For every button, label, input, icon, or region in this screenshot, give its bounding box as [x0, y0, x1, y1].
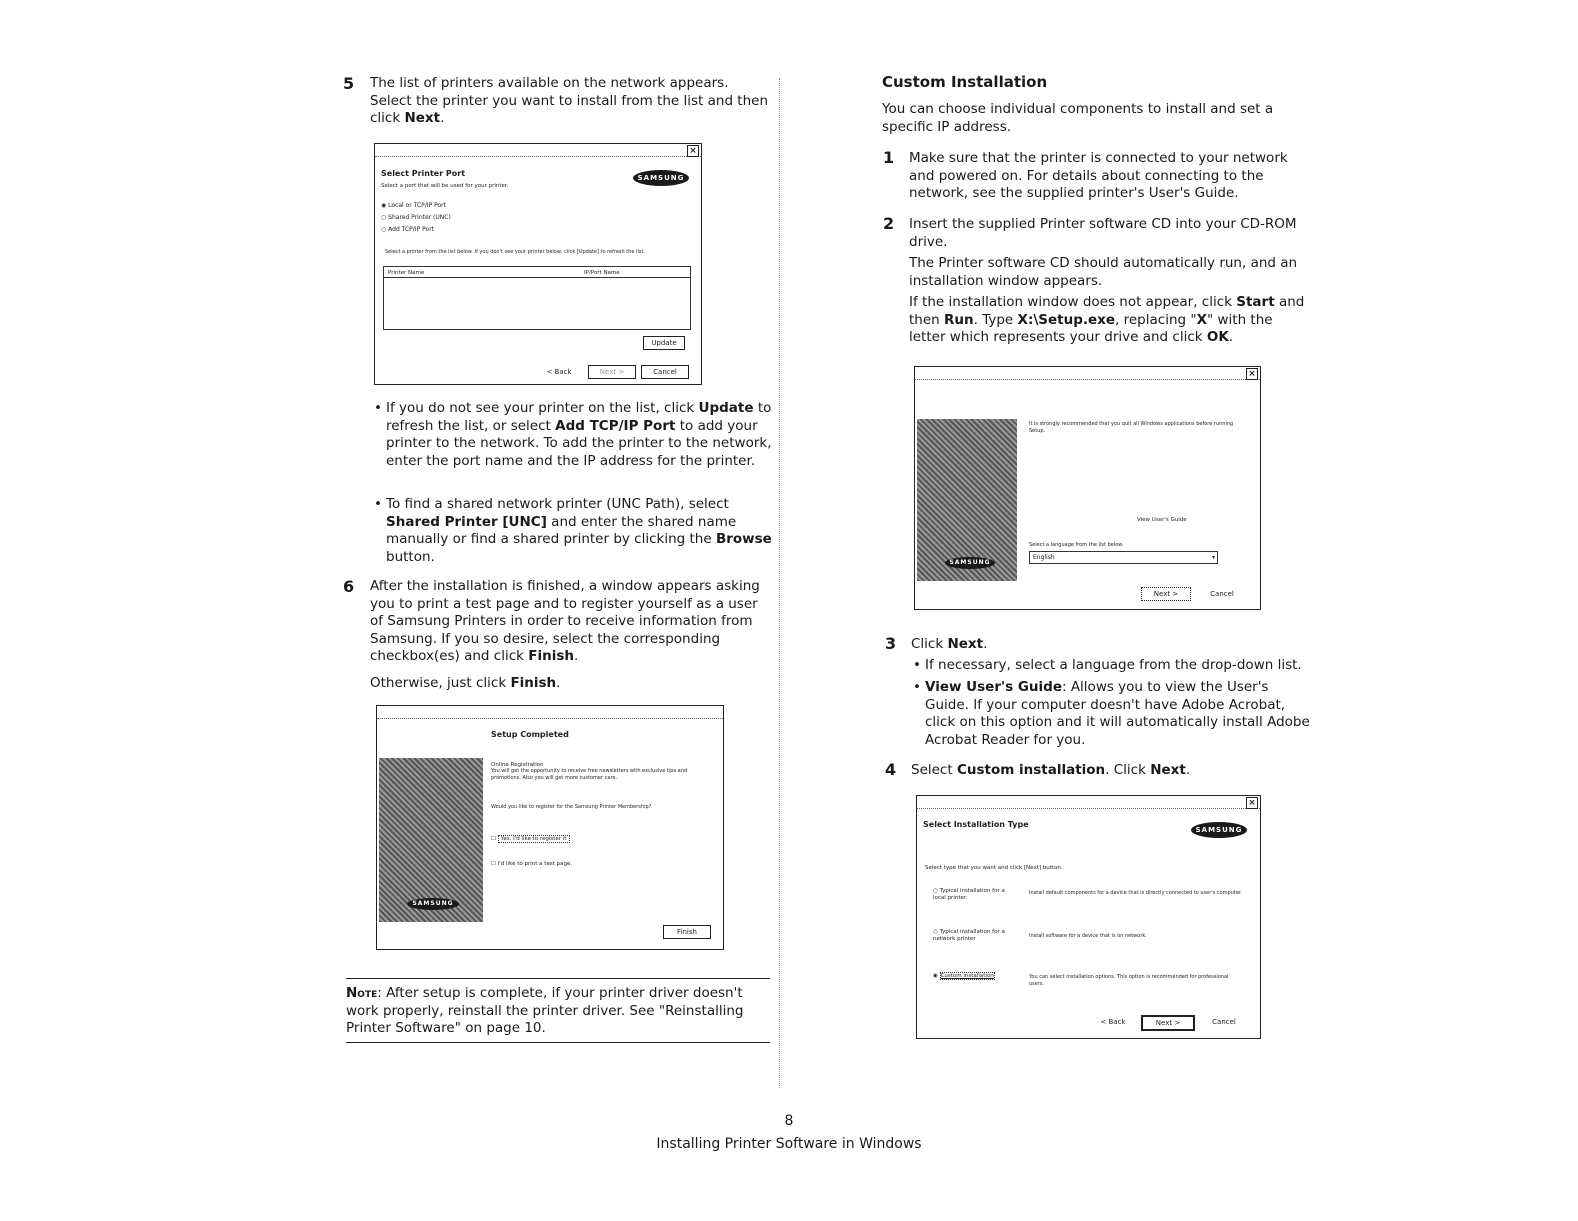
note: Note: After setup is complete, if your printer driver doesn't work properly, reinstall the printer driver. See "Reinstalling Printer Software" on page 10.: [346, 985, 744, 1036]
bullet-language: • If necessary, select a language from the drop-down list.: [911, 657, 1311, 675]
registration-question: Would you like to register for the Samsung Printer Membership?: [491, 804, 652, 810]
typical-local-desc: Install default components for a device that is directly connected to user's computer.: [1029, 890, 1243, 896]
footer-title: Installing Printer Software in Windows: [656, 1136, 922, 1152]
note-top-rule: [346, 978, 770, 979]
section-intro: You can choose individual components to install and set a specific IP address.: [882, 101, 1274, 135]
radio-shared-unc: ○ Shared Printer (UNC): [381, 214, 451, 221]
cancel-button: Cancel: [1197, 587, 1247, 601]
step-5-number: 5: [343, 74, 355, 93]
cancel-button: Cancel: [1198, 1015, 1250, 1029]
checkbox-register: ☐ Yes, I'd like to register it: [491, 834, 570, 844]
step-2-manual: If the installation window does not appear, click Start and then Run. Type X:\Setup.exe, replacing "X" with the letter which represents your drive and click OK.: [909, 294, 1305, 345]
typical-network-desc: Install software for a device that is on network.: [1029, 933, 1147, 939]
installation-type-screenshot: [916, 795, 1261, 1039]
section-heading: Custom Installation: [882, 73, 1048, 91]
col-ip-port-name: IP/Port Name: [584, 270, 620, 276]
language-label: Select a language from the list below.: [1029, 542, 1124, 548]
step-2-number: 2: [883, 214, 895, 233]
dialog-title: Setup Completed: [491, 730, 569, 739]
step-1-text: Make sure that the printer is connected to your network and powered on. For details about connecting to the network, see the supplied printer's User's Guide.: [909, 150, 1288, 201]
close-icon: ×: [1246, 368, 1258, 380]
dialog-hint: Select a printer from the list below. If you don't see your printer below, click [Update] to refresh the list.: [385, 249, 646, 255]
printer-list: [383, 266, 691, 330]
step-2-autorun: The Printer software CD should automatically run, and an installation window appears.: [909, 255, 1298, 289]
quit-apps-text: It is strongly recommended that you quit all Windows applications before running Setup.: [1029, 421, 1234, 434]
step-3-text: Click Next.: [911, 636, 988, 652]
bullet-update: • If you do not see your printer on the list, click Update to refresh the list, or select Add TCP/IP Port to add your printer to the network. To add the printer to the network, enter the port name and the IP address for the printer.: [372, 400, 772, 470]
next-button: Next >: [1141, 587, 1191, 601]
dialog-subtitle: Select a port that will be used for your printer.: [381, 183, 509, 189]
registration-text: You will get the opportunity to receive free newsletters with exclusive tips and promotions. Also you will get more customer care.: [491, 768, 688, 781]
update-button: Update: [643, 336, 685, 350]
bullet-view-guide: • View User's Guide: Allows you to view the User's Guide. If your computer doesn't have Adobe Acrobat, click on this option and it will automatically install Adobe Acrobat Reader for you.: [911, 679, 1311, 749]
samsung-logo: SAMSUNG: [945, 557, 995, 569]
step-5-text: The list of printers available on the network appears. Select the printer you want to install from the list and then click Next.: [370, 75, 769, 126]
registration-title: Online Registration: [491, 762, 544, 768]
language-select: English ▾: [1029, 551, 1218, 564]
samsung-logo: SAMSUNG: [407, 898, 459, 910]
dialog-titlebar: [375, 144, 701, 157]
next-button: Next >: [588, 365, 636, 379]
samsung-logo: SAMSUNG: [633, 170, 689, 186]
note-bottom-rule: [346, 1042, 770, 1043]
radio-add-tcpip: ○ Add TCP/IP Port: [381, 226, 435, 233]
next-button: Next >: [1141, 1015, 1195, 1031]
radio-custom: ◉ Custom installation: [933, 973, 994, 979]
dialog-titlebar: [915, 367, 1260, 380]
step-6-number: 6: [343, 577, 355, 596]
radio-typical-network: ○ Typical installation for a network printer: [933, 929, 1005, 942]
step-1-number: 1: [883, 148, 895, 167]
radio-typical-local: ○ Typical installation for a local printer: [933, 888, 1005, 901]
step-6-text: After the installation is finished, a window appears asking you to print a test page and to register yourself as a user of Samsung Printers in order to receive information from Samsung. If you so desire, select the corresponding checkbox(es) and click Finish.: [370, 578, 760, 664]
step-6-otherwise: Otherwise, just click Finish.: [370, 675, 561, 691]
custom-desc: You can select installation options. This option is recommended for professional users.: [1029, 974, 1229, 987]
installation-instruction: Select type that you want and click [Next] button.: [925, 865, 1063, 871]
finish-button: Finish: [663, 925, 711, 939]
back-button: < Back: [535, 365, 583, 379]
installer-welcome-screenshot: [914, 366, 1261, 610]
cancel-button: Cancel: [641, 365, 689, 379]
radio-local-tcpip: ◉ Local or TCP/IP Port: [381, 202, 446, 209]
close-icon: ×: [687, 145, 699, 157]
dialog-titlebar: [377, 706, 723, 719]
dialog-title: Select Installation Type: [923, 820, 1029, 829]
setup-completed-screenshot: [376, 705, 724, 950]
samsung-logo: SAMSUNG: [1191, 822, 1247, 838]
close-icon: ×: [1246, 797, 1258, 809]
view-users-guide-link: View User's Guide: [1137, 517, 1187, 523]
dialog-title: Select Printer Port: [381, 169, 466, 178]
step-4-number: 4: [885, 760, 897, 779]
column-divider: [779, 78, 780, 1088]
checkbox-test-page: ☐ I'd like to print a test page.: [491, 861, 573, 867]
step-2-text: Insert the supplied Printer software CD into your CD-ROM drive.: [909, 216, 1297, 250]
step-4-text: Select Custom installation. Click Next.: [911, 762, 1191, 778]
bullet-shared-printer: • To find a shared network printer (UNC Path), select Shared Printer [UNC] and enter the shared name manually or find a shared printer by clicking the Browse button.: [372, 496, 772, 566]
col-printer-name: Printer Name: [388, 270, 425, 276]
back-button: < Back: [1089, 1015, 1137, 1029]
page-number: 8: [784, 1113, 794, 1129]
printer-list-header: [384, 267, 690, 278]
dialog-titlebar: [917, 796, 1260, 809]
chevron-down-icon: ▾: [1211, 554, 1215, 561]
select-printer-port-screenshot: [374, 143, 702, 385]
step-3-number: 3: [885, 634, 897, 653]
